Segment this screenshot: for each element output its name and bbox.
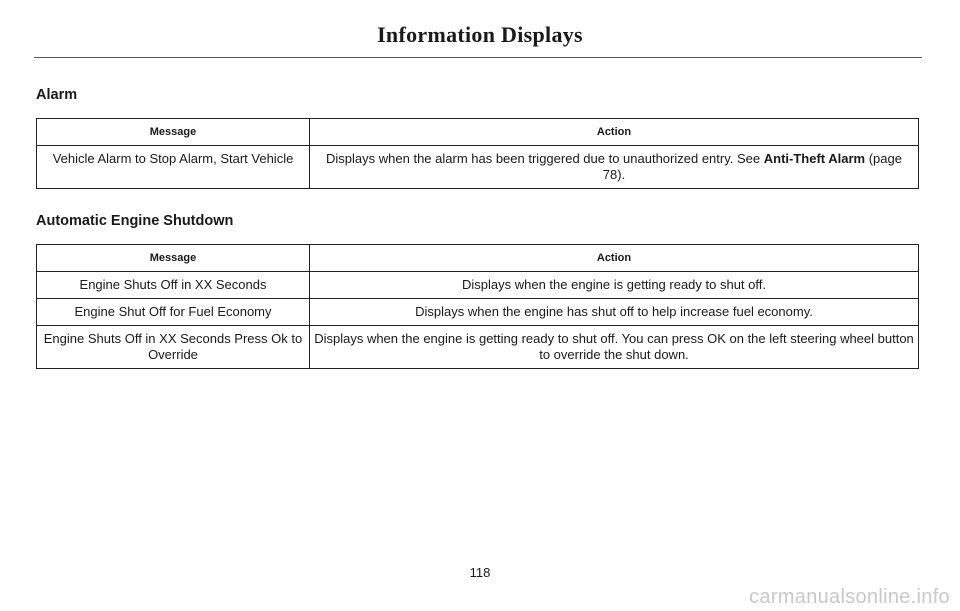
action-text: Displays when the alarm has been triggered due to unauthorized entry. See [326, 151, 761, 166]
message-cell: Engine Shuts Off in XX Seconds [37, 272, 310, 299]
table-row [37, 299, 919, 326]
table-row [37, 146, 919, 189]
action-cell: Displays when the engine has shut off to help increase fuel economy. [310, 299, 919, 326]
table-row [37, 326, 919, 369]
engine-shutdown-table [36, 244, 919, 369]
message-cell: Engine Shut Off for Fuel Economy [37, 299, 310, 326]
action-cell: Displays when the engine is getting ready to shut off. You can press OK on the left steering wheel button to override the shut down. [310, 326, 919, 369]
table-header-row [37, 119, 919, 146]
column-header-action: Action [310, 119, 919, 146]
watermark: carmanualsonline.info [749, 586, 950, 608]
column-header-action: Action [310, 245, 919, 272]
page-number: 118 [469, 565, 491, 580]
action-cell [310, 146, 919, 189]
message-cell: Engine Shuts Off in XX Seconds Press Ok to Override [37, 326, 310, 369]
table-header-row [37, 245, 919, 272]
cross-reference-link[interactable]: Anti-Theft Alarm [763, 151, 866, 166]
table-row [37, 272, 919, 299]
action-cell: Displays when the engine is getting ready to shut off. [310, 272, 919, 299]
alarm-table [36, 118, 919, 189]
page-header-title: Information Displays [377, 22, 583, 47]
column-header-message: Message [37, 119, 310, 146]
section-title-alarm: Alarm [36, 87, 78, 103]
section-title-automatic-engine-shutdown: Automatic Engine Shutdown [36, 213, 234, 229]
message-cell: Vehicle Alarm to Stop Alarm, Start Vehicle [37, 146, 310, 189]
cross-reference-page: (page 78). [602, 151, 902, 182]
header-divider [34, 57, 922, 58]
column-header-message: Message [37, 245, 310, 272]
